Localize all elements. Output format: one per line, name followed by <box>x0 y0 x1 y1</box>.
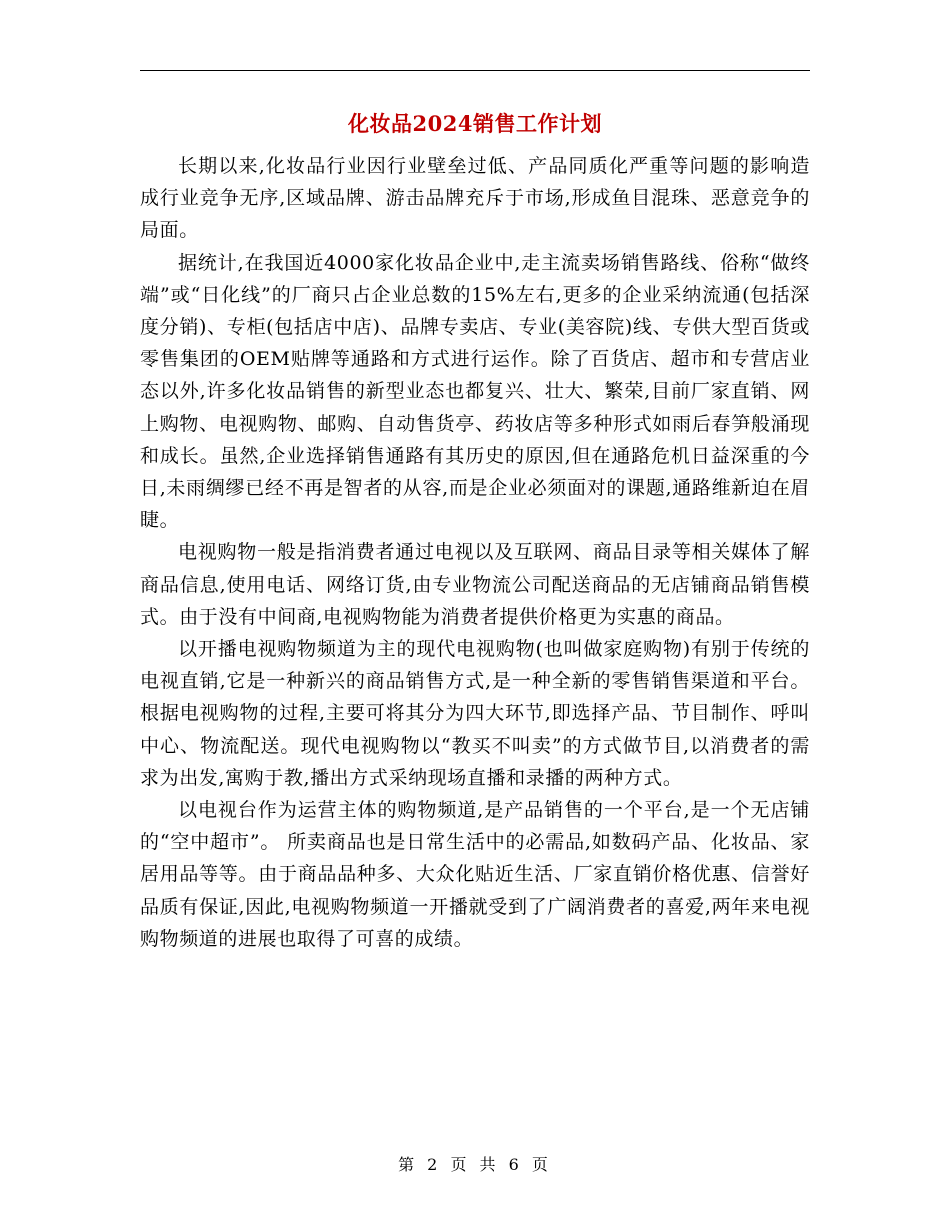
paragraph-4: 以开播电视购物频道为主的现代电视购物(也叫做家庭购物)有别于传统的电视直销,它是一种新兴的商品销售方式,是一种全新的零售销售渠道和平台。根据电视购物的过程,主要可将其分为四大环节,即选择产品、节目制作、呼叫中心、物流配送。现代电视购物以“教买不叫卖”的方式做节目,以消费者的需求为出发,寓购于教,播出方式采纳现场直播和录播的两种方式。 <box>140 638 810 789</box>
paragraph-1: 长期以来,化妆品行业因行业壁垒过低、产品同质化严重等问题的影响造成行业竞争无序,区域品牌、游击品牌充斥于市场,形成鱼目混珠、恶意竞争的局面。 <box>140 155 810 242</box>
paragraph-5: 以电视台作为运营主体的购物频道,是产品销售的一个平台,是一个无店铺的“空中超市”。 所卖商品也是日常生活中的必需品,如数码产品、化妆品、家居用品等等。由于商品品种多、大众化贴近生活、厂家直销价格优惠、信誉好品质有保证,因此,电视购物频道一开播就受到了广阔消费者的喜爱,两年来电视购物频道的进展也取得了可喜的成绩。 <box>140 799 810 950</box>
document-title: 化妆品2024销售工作计划 <box>348 111 602 136</box>
paragraph-3: 电视购物一般是指消费者通过电视以及互联网、商品目录等相关媒体了解商品信息,使用电话、网络订货,由专业物流公司配送商品的无店铺商品销售模式。由于没有中间商,电视购物能为消费者提供价格更为实惠的商品。 <box>140 541 810 628</box>
document-body <box>140 150 810 955</box>
header-rule <box>140 70 810 71</box>
page-footer: 第 2 页 共 6 页 <box>398 1155 552 1174</box>
paragraph-2: 据统计,在我国近4000家化妆品企业中,走主流卖场销售路线、俗称“做终端”或“日化线”的厂商只占企业总数的15%左右,更多的企业采纳流通(包括深度分销)、专柜(包括店中店)、品牌专卖店、专业(美容院)线、专供大型百货或零售集团的OEM贴牌等通路和方式进行运作。除了百货店、超市和专营店业态以外,许多化妆品销售的新型业态也都复兴、壮大、繁荣,目前厂家直销、网上购物、电视购物、邮购、自动售货亭、药妆店等多种形式如雨后春笋般涌现和成长。虽然,企业选择销售通路有其历史的原因,但在通路危机日益深重的今日,未雨绸缪已经不再是智者的从容,而是企业必须面对的课题,通路维新迫在眉睫。 <box>140 251 810 532</box>
